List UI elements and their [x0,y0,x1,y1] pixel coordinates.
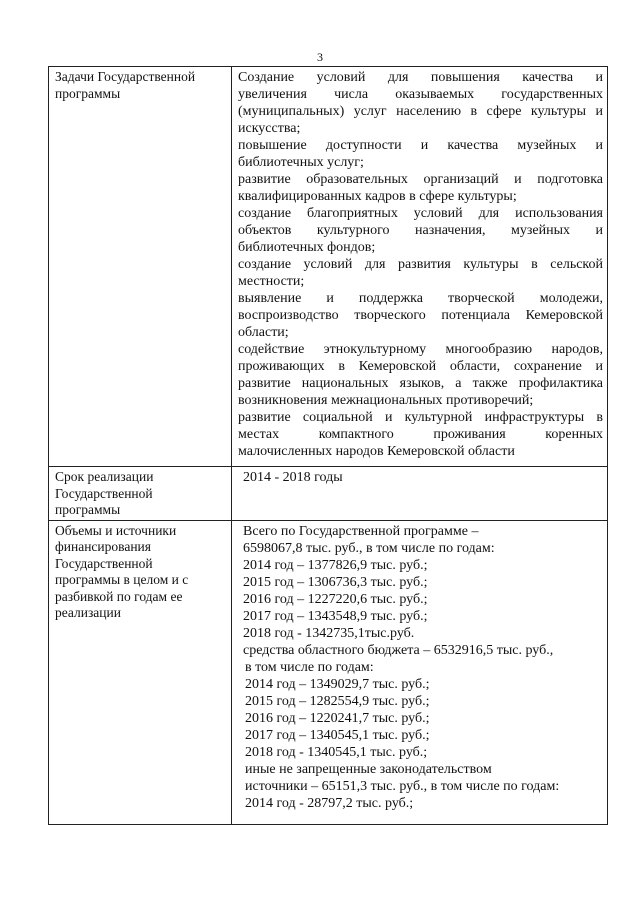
text-line: проживающих в Кемеровской области, сохранение и [238,359,603,374]
text-line: малочисленных народов Кемеровской области [238,444,515,459]
text-line: содействие этнокультурному многообразию народов, [238,342,603,357]
text-line: объектов культурного назначения, музейных и [238,223,603,238]
text-line: 2017 год – 1340545,1 тыс. руб.; [245,727,430,743]
text-line: развитие социальной и культурной инфраструктуры в [238,410,603,425]
row-implementation-term [49,467,608,521]
text-line: библиотечных фондов; [238,240,376,255]
text-line: 2017 год – 1343548,9 тыс. руб.; [243,608,428,624]
text-line: 2016 год – 1227220,6 тыс. руб.; [243,591,428,607]
text-line: библиотечных услуг; [238,155,364,170]
text-line: Срок реализации [55,469,154,484]
text-line: создание условий для развития культуры в сельской [238,257,603,272]
text-line: 2014 год – 1377826,9 тыс. руб.; [243,557,428,573]
text-line: средства областного бюджета – 6532916,5 тыс. руб., [243,642,554,658]
text-line: искусства; [238,121,301,136]
text-line: создание благоприятных условий для использования [238,206,603,221]
text-line: программы [55,502,121,517]
text-line: Создание условий для повышения качества и [238,70,603,85]
text-line: квалифицированных кадров в сфере культуры; [238,189,517,204]
text-line: 2018 год - 1342735,1тыс.руб. [243,625,415,641]
text-line: (муниципальных) услуг населению в сфере культуры и [238,104,603,119]
text-line: местах компактного проживания коренных [238,427,603,442]
label-program-tasks [49,67,232,467]
text-line: воспроизводство творческого потенциала Кемеровской [238,308,603,323]
text-line: Государственной [55,485,153,501]
text-line: повышение доступности и качества музейных и [238,138,603,153]
text-line: иные не запрещенные законодательством [245,761,492,777]
text-line: увеличения числа оказываемых государственных [238,87,603,102]
page-number: 3 [317,50,323,64]
text-line: 2016 год – 1220241,7 тыс. руб.; [245,710,430,726]
row-program-tasks [49,67,608,467]
program-passport-table [48,66,608,825]
content-implementation-term [232,467,608,521]
text-line: местности; [238,274,305,289]
text-line: возникновения межнациональных противоречий; [238,393,534,408]
text-line: 2014 - 2018 годы [243,470,343,485]
text-line: программы в целом и с [55,572,189,587]
content-financing [232,520,608,824]
row-financing [49,520,608,824]
text-line: 2014 год – 1349029,7 тыс. руб.; [245,676,430,692]
text-line: 2015 год – 1306736,3 тыс. руб.; [243,574,428,590]
text-line: разбивкой по годам ее [55,588,183,604]
text-line: 2014 год - 28797,2 тыс. руб.; [245,795,414,811]
text-line: Объемы и источники [55,522,177,538]
text-line: Задачи Государственной [55,69,196,84]
text-line: 2018 год - 1340545,1 тыс. руб.; [245,744,428,760]
text-line: в том числе по годам: [245,659,374,675]
text-line: области; [238,325,289,340]
text-line: выявление и поддержка творческой молодежи, [238,291,603,306]
label-financing [49,520,232,824]
content-program-tasks [232,67,608,467]
text-line: программы [55,85,121,101]
text-line: 6598067,8 тыс. руб., в том числе по годам: [243,540,495,556]
text-line: финансирования [55,539,151,554]
text-line: развитие образовательных организаций и подготовка [238,172,603,187]
text-line: 2015 год – 1282554,9 тыс. руб.; [245,693,430,709]
text-line: развитие национальных языков, а также профилактика [238,376,603,391]
text-line: источники – 65151,3 тыс. руб., в том числе по годам: [245,778,560,794]
text-line: Всего по Государственной программе – [243,523,479,539]
label-implementation-term [49,467,232,521]
text-line: Государственной [55,555,153,571]
text-line: реализации [55,605,121,620]
